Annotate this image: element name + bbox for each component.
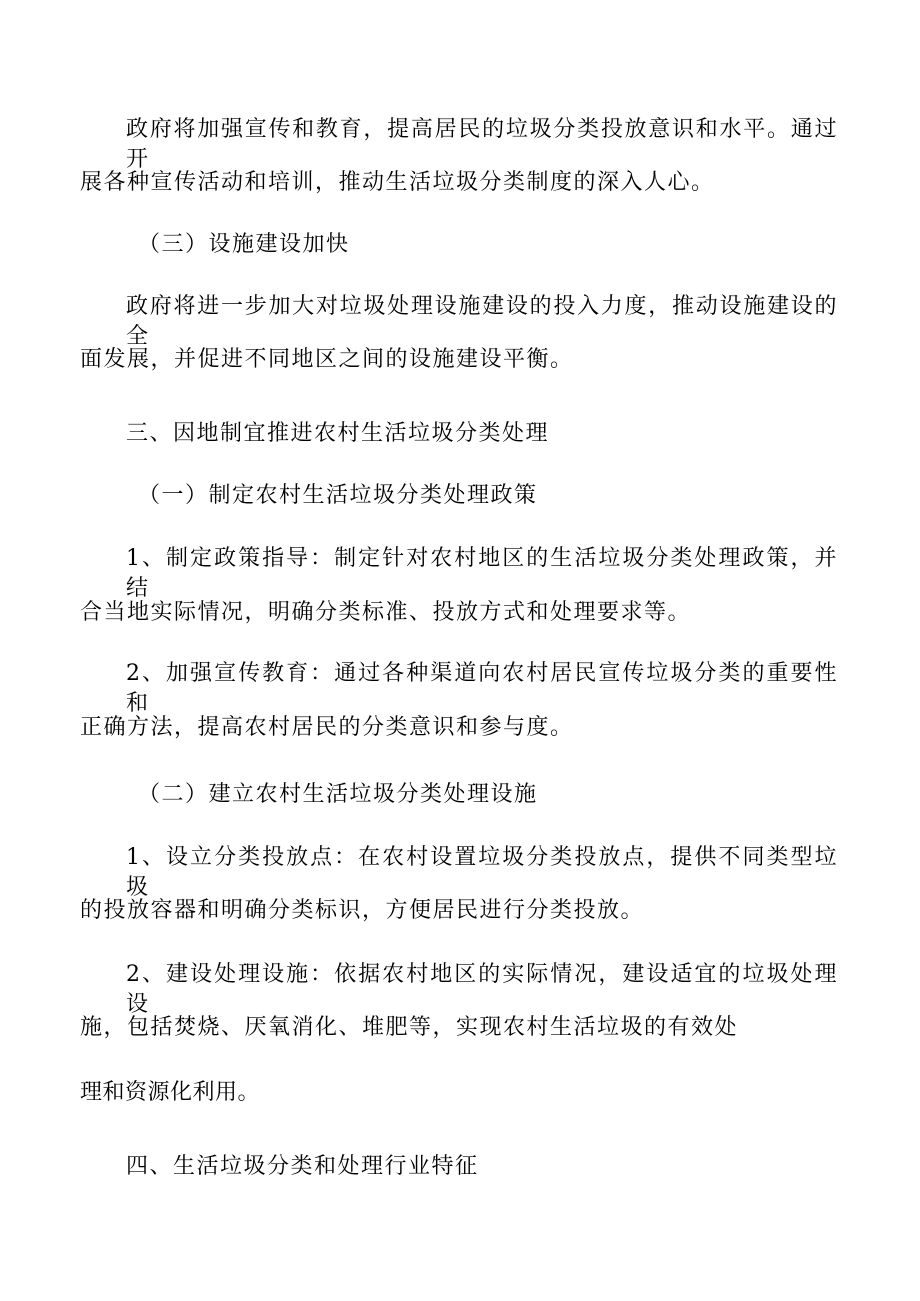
section-heading: （一）制定农村生活垃圾分类处理政策 — [138, 483, 538, 508]
paragraph-line: 1、设立分类投放点：在农村设置垃圾分类投放点，提供不同类型垃圾 — [126, 845, 838, 900]
section-heading: 四、生活垃圾分类和处理行业特征 — [126, 1154, 479, 1179]
paragraph-line: 的投放容器和明确分类标识，方便居民进行分类投放。 — [80, 898, 645, 923]
section-heading: （三）设施建设加快 — [138, 232, 350, 257]
paragraph-line: 2、加强宣传教育：通过各种渠道向农村居民宣传垃圾分类的重要性和 — [126, 661, 838, 716]
paragraph-line: 政府将进一步加大对垃圾处理设施建设的投入力度，推动设施建设的全 — [126, 294, 838, 349]
paragraph-line: 面发展，并促进不同地区之间的设施建设平衡。 — [80, 347, 574, 372]
section-heading: （二）建立农村生活垃圾分类处理设施 — [138, 782, 538, 807]
paragraph-line: 理和资源化利用。 — [80, 1080, 261, 1105]
paragraph-line: 正确方法，提高农村居民的分类意识和参与度。 — [80, 715, 574, 740]
paragraph-line: 合当地实际情况，明确分类标准、投放方式和处理要求等。 — [80, 600, 692, 625]
paragraph-line: 施，包括焚烧、厌氧消化、堆肥等，实现农村生活垃圾的有效处 — [80, 1015, 739, 1040]
paragraph-line: 政府将加强宣传和教育，提高居民的垃圾分类投放意识和水平。通过开 — [126, 117, 838, 172]
paragraph-line: 2、建设处理设施：依据农村地区的实际情况，建设适宜的垃圾处理设 — [126, 962, 838, 1017]
paragraph-line: 1、制定政策指导：制定针对农村地区的生活垃圾分类处理政策，并结 — [126, 546, 838, 601]
section-heading: 三、因地制宜推进农村生活垃圾分类处理 — [126, 421, 550, 446]
paragraph-line: 展各种宣传活动和培训，推动生活垃圾分类制度的深入人心。 — [80, 170, 715, 195]
